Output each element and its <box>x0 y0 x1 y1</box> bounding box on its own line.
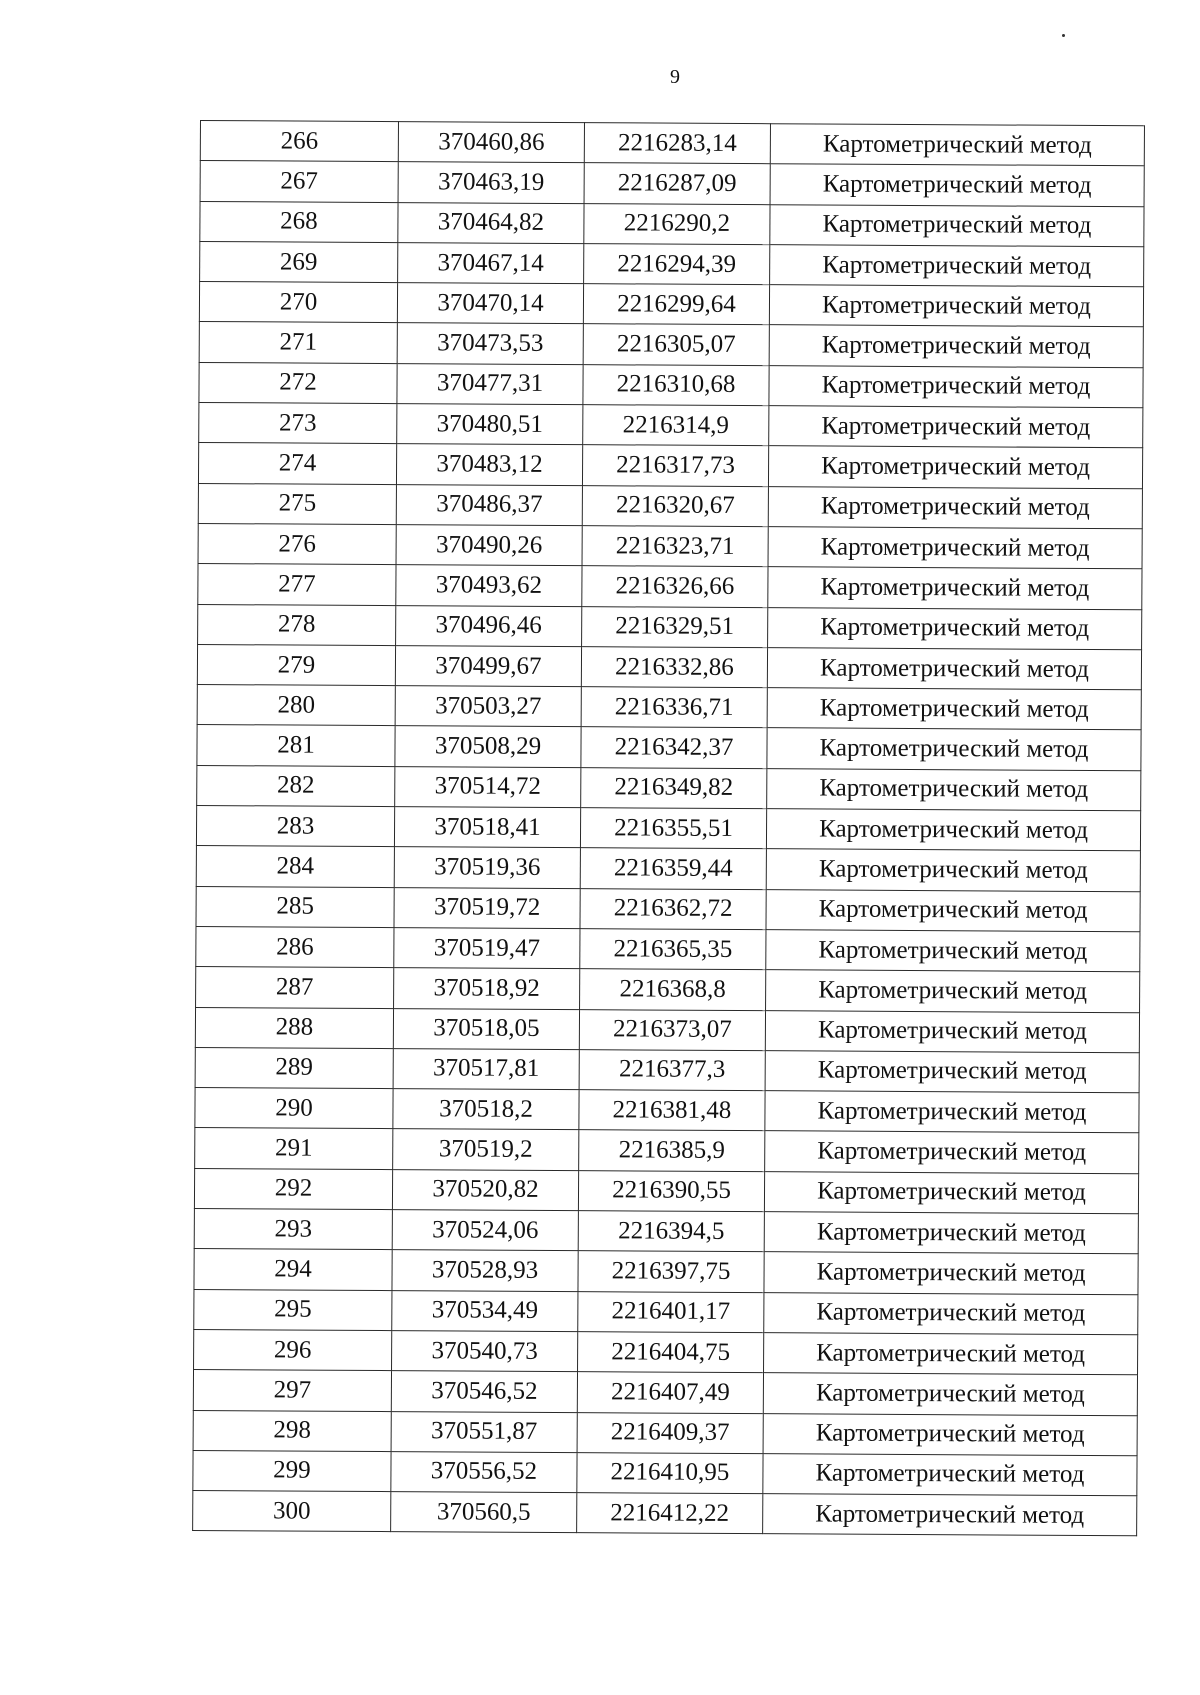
x-coordinate-cell: 370517,81 <box>393 1048 579 1089</box>
method-cell: Картометрический метод <box>768 607 1142 649</box>
x-coordinate-cell: 370477,31 <box>397 363 583 404</box>
table-row <box>197 765 1141 811</box>
table-row <box>196 846 1140 892</box>
y-coordinate-cell: 2216287,09 <box>584 163 770 204</box>
table-row <box>200 161 1144 207</box>
x-coordinate-cell: 370490,26 <box>396 525 582 566</box>
method-cell: Картометрический метод <box>769 406 1143 448</box>
x-coordinate-cell: 370499,67 <box>395 645 581 686</box>
method-cell: Картометрический метод <box>764 1252 1138 1294</box>
method-cell: Картометрический метод <box>766 930 1140 972</box>
table-row <box>198 483 1142 529</box>
y-coordinate-cell: 2216404,75 <box>578 1332 764 1373</box>
table-row <box>199 403 1143 449</box>
x-coordinate-cell: 370508,29 <box>395 726 581 767</box>
x-coordinate-cell: 370518,05 <box>393 1008 579 1049</box>
table-row <box>196 886 1140 932</box>
x-coordinate-cell: 370540,73 <box>392 1330 578 1371</box>
x-coordinate-cell: 370470,14 <box>397 283 583 324</box>
y-coordinate-cell: 2216394,5 <box>578 1211 764 1252</box>
coordinates-table-body <box>193 121 1145 1537</box>
table-row <box>194 1209 1138 1255</box>
x-coordinate-cell: 370464,82 <box>398 202 584 243</box>
point-number-cell: 267 <box>200 161 398 202</box>
y-coordinate-cell: 2216397,75 <box>578 1251 764 1292</box>
y-coordinate-cell: 2216294,39 <box>584 244 770 285</box>
y-coordinate-cell: 2216368,8 <box>580 969 766 1010</box>
method-cell: Картометрический метод <box>766 849 1140 891</box>
y-coordinate-cell: 2216362,72 <box>580 888 766 929</box>
point-number-cell: 293 <box>194 1209 392 1250</box>
x-coordinate-cell: 370528,93 <box>392 1250 578 1291</box>
x-coordinate-cell: 370551,87 <box>391 1411 577 1452</box>
x-coordinate-cell: 370520,82 <box>392 1169 578 1210</box>
point-number-cell: 274 <box>198 443 396 484</box>
point-number-cell: 283 <box>196 806 394 847</box>
y-coordinate-cell: 2216412,22 <box>577 1493 763 1534</box>
table-row <box>195 1128 1139 1174</box>
y-coordinate-cell: 2216326,66 <box>582 566 768 607</box>
x-coordinate-cell: 370560,5 <box>391 1492 577 1533</box>
table-row <box>197 685 1141 731</box>
point-number-cell: 292 <box>194 1168 392 1209</box>
y-coordinate-cell: 2216336,71 <box>581 687 767 728</box>
method-cell: Картометрический метод <box>764 1212 1138 1254</box>
point-number-cell: 279 <box>197 644 395 685</box>
coordinates-table <box>192 120 1145 1537</box>
y-coordinate-cell: 2216377,3 <box>579 1049 765 1090</box>
point-number-cell: 276 <box>198 523 396 564</box>
table-row <box>193 1491 1137 1537</box>
x-coordinate-cell: 370524,06 <box>392 1210 578 1251</box>
x-coordinate-cell: 370518,2 <box>393 1089 579 1130</box>
y-coordinate-cell: 2216320,67 <box>582 485 768 526</box>
method-cell: Картометрический метод <box>769 325 1143 367</box>
method-cell: Картометрический метод <box>770 245 1144 287</box>
method-cell: Картометрический метод <box>769 365 1143 407</box>
table-row <box>193 1450 1137 1496</box>
point-number-cell: 285 <box>196 886 394 927</box>
y-coordinate-cell: 2216290,2 <box>584 203 770 244</box>
method-cell: Картометрический метод <box>765 1050 1139 1092</box>
table-row <box>200 241 1144 287</box>
point-number-cell: 278 <box>198 604 396 645</box>
point-number-cell: 280 <box>197 685 395 726</box>
table-row <box>199 322 1143 368</box>
y-coordinate-cell: 2216359,44 <box>580 848 766 889</box>
x-coordinate-cell: 370463,19 <box>398 162 584 203</box>
point-number-cell: 277 <box>198 564 396 605</box>
y-coordinate-cell: 2216283,14 <box>584 123 770 164</box>
y-coordinate-cell: 2216355,51 <box>580 808 766 849</box>
x-coordinate-cell: 370518,41 <box>394 807 580 848</box>
y-coordinate-cell: 2216349,82 <box>581 767 767 808</box>
table-row <box>198 523 1142 569</box>
y-coordinate-cell: 2216342,37 <box>581 727 767 768</box>
table-row <box>196 926 1140 972</box>
table-row <box>197 725 1141 771</box>
x-coordinate-cell: 370519,72 <box>394 887 580 928</box>
y-coordinate-cell: 2216409,37 <box>577 1412 763 1453</box>
x-coordinate-cell: 370460,86 <box>398 122 584 163</box>
method-cell: Картометрический метод <box>765 1010 1139 1052</box>
x-coordinate-cell: 370486,37 <box>396 484 582 525</box>
y-coordinate-cell: 2216390,55 <box>578 1170 764 1211</box>
table-row <box>194 1329 1138 1375</box>
x-coordinate-cell: 370519,36 <box>394 847 580 888</box>
method-cell: Картометрический метод <box>767 768 1141 810</box>
point-number-cell: 281 <box>197 725 395 766</box>
table-row <box>198 564 1142 610</box>
point-number-cell: 269 <box>200 241 398 282</box>
y-coordinate-cell: 2216365,35 <box>580 929 766 970</box>
y-coordinate-cell: 2216317,73 <box>582 445 768 486</box>
point-number-cell: 286 <box>196 926 394 967</box>
x-coordinate-cell: 370518,92 <box>394 968 580 1009</box>
point-number-cell: 268 <box>200 201 398 242</box>
x-coordinate-cell: 370534,49 <box>392 1290 578 1331</box>
method-cell: Картометрический метод <box>765 1091 1139 1133</box>
method-cell: Картометрический метод <box>770 204 1144 246</box>
point-number-cell: 296 <box>194 1329 392 1370</box>
point-number-cell: 288 <box>195 1007 393 1048</box>
y-coordinate-cell: 2216310,68 <box>583 364 769 405</box>
table-row <box>195 1007 1139 1053</box>
point-number-cell: 300 <box>193 1491 391 1532</box>
x-coordinate-cell: 370503,27 <box>395 686 581 727</box>
method-cell: Картометрический метод <box>767 648 1141 690</box>
point-number-cell: 275 <box>198 483 396 524</box>
point-number-cell: 266 <box>200 121 398 162</box>
method-cell: Картометрический метод <box>767 728 1141 770</box>
point-number-cell: 282 <box>197 765 395 806</box>
method-cell: Картометрический метод <box>767 688 1141 730</box>
x-coordinate-cell: 370473,53 <box>397 323 583 364</box>
point-number-cell: 272 <box>199 362 397 403</box>
x-coordinate-cell: 370556,52 <box>391 1451 577 1492</box>
page-number: 9 <box>670 66 680 88</box>
method-cell: Картометрический метод <box>763 1413 1137 1455</box>
method-cell: Картометрический метод <box>764 1171 1138 1213</box>
table-row <box>194 1249 1138 1295</box>
point-number-cell: 299 <box>193 1450 391 1491</box>
x-coordinate-cell: 370483,12 <box>396 444 582 485</box>
x-coordinate-cell: 370480,51 <box>397 404 583 445</box>
method-cell: Картометрический метод <box>768 486 1142 528</box>
table-row <box>200 121 1144 167</box>
x-coordinate-cell: 370546,52 <box>391 1371 577 1412</box>
method-cell: Картометрический метод <box>768 446 1142 488</box>
point-number-cell: 284 <box>196 846 394 887</box>
method-cell: Картометрический метод <box>765 1131 1139 1173</box>
y-coordinate-cell: 2216329,51 <box>582 606 768 647</box>
y-coordinate-cell: 2216373,07 <box>579 1009 765 1050</box>
table-row <box>195 1088 1139 1134</box>
x-coordinate-cell: 370519,47 <box>394 928 580 969</box>
table-row <box>200 201 1144 247</box>
method-cell: Картометрический метод <box>763 1453 1137 1495</box>
point-number-cell: 273 <box>199 403 397 444</box>
y-coordinate-cell: 2216407,49 <box>577 1372 763 1413</box>
table-row <box>193 1370 1137 1416</box>
y-coordinate-cell: 2216332,86 <box>581 646 767 687</box>
x-coordinate-cell: 370514,72 <box>395 766 581 807</box>
method-cell: Картометрический метод <box>766 809 1140 851</box>
table-row <box>193 1410 1137 1456</box>
table-row <box>194 1168 1138 1214</box>
y-coordinate-cell: 2216323,71 <box>582 526 768 567</box>
table-row <box>198 604 1142 650</box>
table-row <box>195 1047 1139 1093</box>
table-row <box>198 443 1142 489</box>
x-coordinate-cell: 370496,46 <box>396 605 582 646</box>
method-cell: Картометрический метод <box>770 124 1144 166</box>
method-cell: Картометрический метод <box>763 1373 1137 1415</box>
y-coordinate-cell: 2216385,9 <box>579 1130 765 1171</box>
point-number-cell: 295 <box>194 1289 392 1330</box>
point-number-cell: 290 <box>195 1088 393 1129</box>
table-row <box>199 282 1143 328</box>
method-cell: Картометрический метод <box>766 970 1140 1012</box>
method-cell: Картометрический метод <box>764 1333 1138 1375</box>
y-coordinate-cell: 2216401,17 <box>578 1291 764 1332</box>
method-cell: Картометрический метод <box>768 527 1142 569</box>
point-number-cell: 291 <box>195 1128 393 1169</box>
table-row <box>197 644 1141 690</box>
point-number-cell: 298 <box>193 1410 391 1451</box>
method-cell: Картометрический метод <box>768 567 1142 609</box>
point-number-cell: 287 <box>196 967 394 1008</box>
point-number-cell: 289 <box>195 1047 393 1088</box>
x-coordinate-cell: 370467,14 <box>398 242 584 283</box>
method-cell: Картометрический метод <box>769 285 1143 327</box>
point-number-cell: 270 <box>199 282 397 323</box>
table-row <box>196 967 1140 1013</box>
scan-speck <box>1062 34 1065 37</box>
method-cell: Картометрический метод <box>770 164 1144 206</box>
y-coordinate-cell: 2216410,95 <box>577 1452 763 1493</box>
y-coordinate-cell: 2216381,48 <box>579 1090 765 1131</box>
method-cell: Картометрический метод <box>763 1494 1137 1536</box>
y-coordinate-cell: 2216299,64 <box>583 284 769 325</box>
table-row <box>194 1289 1138 1335</box>
x-coordinate-cell: 370493,62 <box>396 565 582 606</box>
point-number-cell: 271 <box>199 322 397 363</box>
table-row <box>199 362 1143 408</box>
method-cell: Картометрический метод <box>764 1292 1138 1334</box>
y-coordinate-cell: 2216305,07 <box>583 324 769 365</box>
y-coordinate-cell: 2216314,9 <box>583 405 769 446</box>
point-number-cell: 297 <box>193 1370 391 1411</box>
table-row <box>196 806 1140 852</box>
method-cell: Картометрический метод <box>766 889 1140 931</box>
point-number-cell: 294 <box>194 1249 392 1290</box>
x-coordinate-cell: 370519,2 <box>393 1129 579 1170</box>
